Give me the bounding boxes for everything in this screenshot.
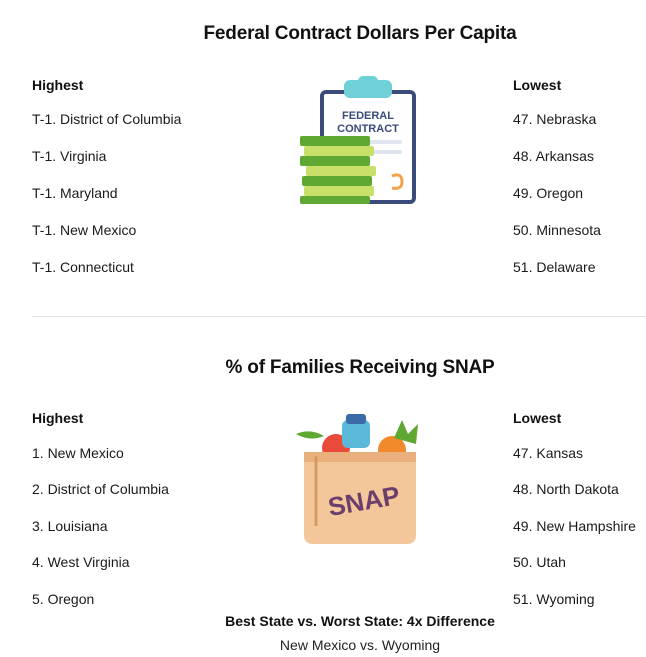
list-item: T-1. District of Columbia: [32, 111, 182, 127]
list-item: 48. Arkansas: [513, 148, 594, 164]
highest-label: Highest: [32, 410, 84, 426]
list-item: 5. Oregon: [32, 591, 95, 607]
section-title-federal-contract: Federal Contract Dollars Per Capita: [203, 23, 517, 44]
clipboard-text-line2: CONTRACT: [337, 123, 399, 135]
lowest-label: Lowest: [513, 410, 562, 426]
list-item: 47. Kansas: [513, 445, 584, 461]
list-item: T-1. New Mexico: [32, 222, 137, 238]
list-item: 2. District of Columbia: [32, 481, 169, 497]
lowest-list-snap: [513, 408, 643, 609]
list-item: 51. Wyoming: [513, 591, 595, 607]
list-item: 51. Delaware: [513, 259, 596, 275]
list-item: 49. New Hampshire: [513, 518, 636, 534]
list-item: 3. Louisiana: [32, 518, 108, 534]
list-item: T-1. Maryland: [32, 185, 118, 201]
list-item: 50. Utah: [513, 554, 566, 570]
list-item: 48. North Dakota: [513, 481, 619, 497]
list-item: 4. West Virginia: [32, 554, 130, 570]
snap-grocery-bag-icon: [294, 412, 426, 546]
section-divider: [32, 316, 646, 317]
list-item: T-1. Virginia: [32, 148, 107, 164]
lowest-list-federal-contract: [513, 75, 643, 277]
highest-label: Highest: [32, 77, 84, 93]
lowest-label: Lowest: [513, 77, 562, 93]
highest-list-federal-contract: [32, 75, 252, 277]
list-item: 49. Oregon: [513, 185, 584, 201]
list-item: T-1. Connecticut: [32, 259, 134, 275]
snap-bag-label: SNAP: [325, 479, 403, 523]
footer-comparison-title: Best State vs. Worst State: 4x Difference: [225, 613, 495, 629]
section-title-snap: % of Families Receiving SNAP: [225, 357, 495, 378]
footer-comparison-subtitle: New Mexico vs. Wyoming: [279, 637, 441, 653]
highest-list-snap: [32, 408, 252, 609]
federal-contract-clipboard-icon: [296, 76, 426, 208]
clipboard-text-line1: FEDERAL: [342, 110, 394, 122]
list-item: 1. New Mexico: [32, 445, 124, 461]
list-item: 50. Minnesota: [513, 222, 601, 238]
list-item: 47. Nebraska: [513, 111, 597, 127]
